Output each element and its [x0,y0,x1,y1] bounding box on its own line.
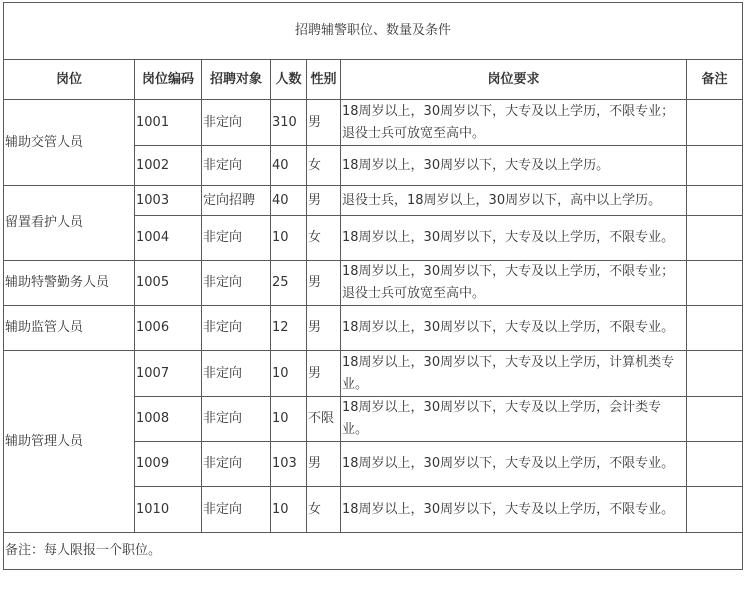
cell-count: 310 [271,100,307,146]
cell-target: 非定向 [202,397,271,442]
cell-target: 非定向 [202,351,271,397]
cell-target: 非定向 [202,306,271,351]
cell-target: 非定向 [202,146,271,186]
footnote-row [4,533,743,570]
cell-remark [687,261,743,306]
header-target: 招聘对象 [202,60,271,100]
cell-gender: 女 [307,216,341,261]
cell-code: 1009 [135,442,202,487]
cell-code: 1003 [135,186,202,216]
table-row [4,306,743,351]
cell-code: 1007 [135,351,202,397]
cell-code: 1010 [135,487,202,533]
cell-count: 103 [271,442,307,487]
recruitment-table-container [3,2,743,570]
cell-remark [687,487,743,533]
cell-code: 1008 [135,397,202,442]
cell-code: 1005 [135,261,202,306]
cell-gender: 不限 [307,397,341,442]
header-code: 岗位编码 [135,60,202,100]
header-count: 人数 [271,60,307,100]
cell-remark [687,442,743,487]
recruitment-table [3,2,743,570]
table-row [4,261,743,306]
cell-gender: 男 [307,100,341,146]
cell-requirement: 18周岁以上，30周岁以下，大专及以上学历，不限专业。 [341,442,687,487]
cell-gender: 男 [307,442,341,487]
cell-remark [687,397,743,442]
cell-requirement: 18周岁以上，30周岁以下，大专及以上学历，计算机类专业。 [341,351,687,397]
cell-requirement: 18周岁以上，30周岁以下，大专及以上学历，不限专业；退役士兵可放宽至高中。 [341,261,687,306]
table-row [4,351,743,397]
header-remark: 备注 [687,60,743,100]
cell-gender: 男 [307,261,341,306]
cell-target: 非定向 [202,100,271,146]
cell-gender: 男 [307,351,341,397]
cell-remark [687,306,743,351]
cell-requirement: 18周岁以上，30周岁以下，大专及以上学历。 [341,146,687,186]
header-post: 岗位 [4,60,135,100]
cell-target: 非定向 [202,442,271,487]
cell-requirement: 18周岁以上，30周岁以下，大专及以上学历，不限专业。 [341,487,687,533]
header-row [4,60,743,100]
cell-remark [687,186,743,216]
table-footnote: 备注：每人限报一个职位。 [4,533,743,570]
cell-remark [687,146,743,186]
cell-count: 12 [271,306,307,351]
cell-code: 1002 [135,146,202,186]
table-body [4,100,743,533]
cell-count: 25 [271,261,307,306]
cell-requirement: 18周岁以上，30周岁以下，大专及以上学历，会计类专业。 [341,397,687,442]
cell-target: 非定向 [202,487,271,533]
cell-count: 10 [271,351,307,397]
cell-count: 10 [271,487,307,533]
cell-count: 10 [271,397,307,442]
cell-requirement: 18周岁以上，30周岁以下，大专及以上学历，不限专业；退役士兵可放宽至高中。 [341,100,687,146]
cell-post: 辅助监管人员 [4,306,135,351]
cell-count: 10 [271,216,307,261]
cell-remark [687,216,743,261]
cell-target: 非定向 [202,261,271,306]
cell-gender: 男 [307,306,341,351]
cell-count: 40 [271,186,307,216]
header-requirement: 岗位要求 [341,60,687,100]
cell-code: 1001 [135,100,202,146]
cell-requirement: 18周岁以上，30周岁以下，大专及以上学历，不限专业。 [341,306,687,351]
cell-target: 非定向 [202,216,271,261]
cell-gender: 女 [307,146,341,186]
table-title: 招聘辅警职位、数量及条件 [4,3,743,60]
cell-post: 辅助特警勤务人员 [4,261,135,306]
cell-requirement: 退役士兵，18周岁以上，30周岁以下，高中以上学历。 [341,186,687,216]
cell-requirement: 18周岁以上，30周岁以下，大专及以上学历，不限专业。 [341,216,687,261]
table-row [4,100,743,146]
cell-target: 定向招聘 [202,186,271,216]
cell-count: 40 [271,146,307,186]
header-gender: 性别 [307,60,341,100]
cell-code: 1004 [135,216,202,261]
table-row [4,186,743,216]
cell-post: 留置看护人员 [4,186,135,261]
cell-code: 1006 [135,306,202,351]
cell-remark [687,351,743,397]
cell-post: 辅助交管人员 [4,100,135,186]
cell-post: 辅助管理人员 [4,351,135,533]
cell-gender: 男 [307,186,341,216]
cell-gender: 女 [307,487,341,533]
cell-remark [687,100,743,146]
